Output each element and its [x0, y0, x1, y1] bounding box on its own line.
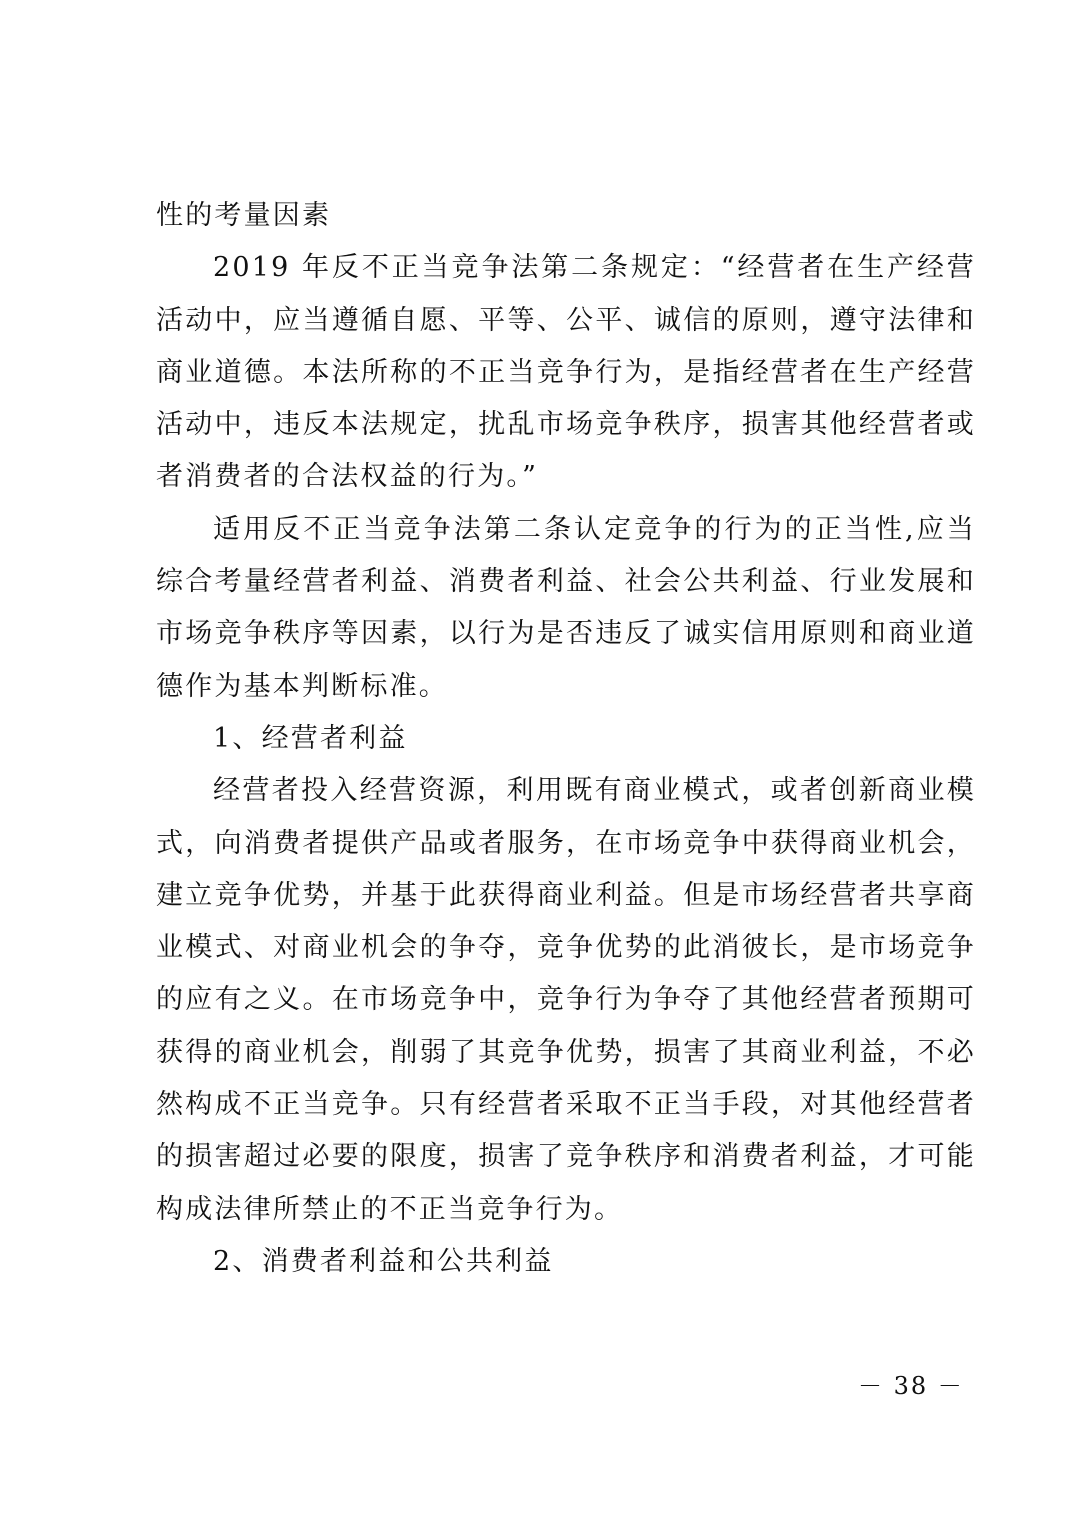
page-number: － 38 － [858, 1372, 964, 1400]
paragraph-operator-interests: 经营者投入经营资源，利用既有商业模式，或者创新商业模式，向消费者提供产品或者服务，在市场竞争中获得商业机会，建立竞争优势，并基于此获得商业利益。但是市场经营者共享商业模式、对商业机会的争夺，竞争优势的此消彼长，是市场竞争的应有之义。在市场竞争中，竞争行为争夺了其他经营者预期可获得的商业机会，削弱了其竞争优势，损害了其商业利益，不必然构成不正当竞争。只有经营者采取不正当手段，对其他经营者的损害超过必要的限度，损害了竞争秩序和消费者利益，才可能构成法律所禁止的不正当竞争行为。 [156, 775, 976, 1225]
paragraph-application-standard: 适用反不正当竞争法第二条认定竞争的行为的正当性,应当综合考量经营者利益、消费者利益、社会公共利益、行业发展和市场竞争秩序等因素，以行为是否违反了诚实信用原则和商业道德作为基本判断标准。 [156, 513, 976, 702]
section-heading-consumer-public-interests: 2、消费者利益和公共利益 [213, 1245, 554, 1277]
section-heading-operator-interests: 1、经营者利益 [213, 722, 408, 754]
body-text [156, 190, 976, 1288]
paragraph-article-two-quote: 2019 年反不正当竞争法第二条规定：“经营者在生产经营活动中，应当遵循自愿、平等、公平、诚信的原则，遵守法律和商业道德。本法所称的不正当竞争行为，是指经营者在生产经营活动中，违反本法规定，扰乱市场竞争秩序，损害其他经营者或者消费者的合法权益的行为。” [156, 252, 976, 493]
paragraph-continued-heading: 性的考量因素 [156, 200, 332, 231]
